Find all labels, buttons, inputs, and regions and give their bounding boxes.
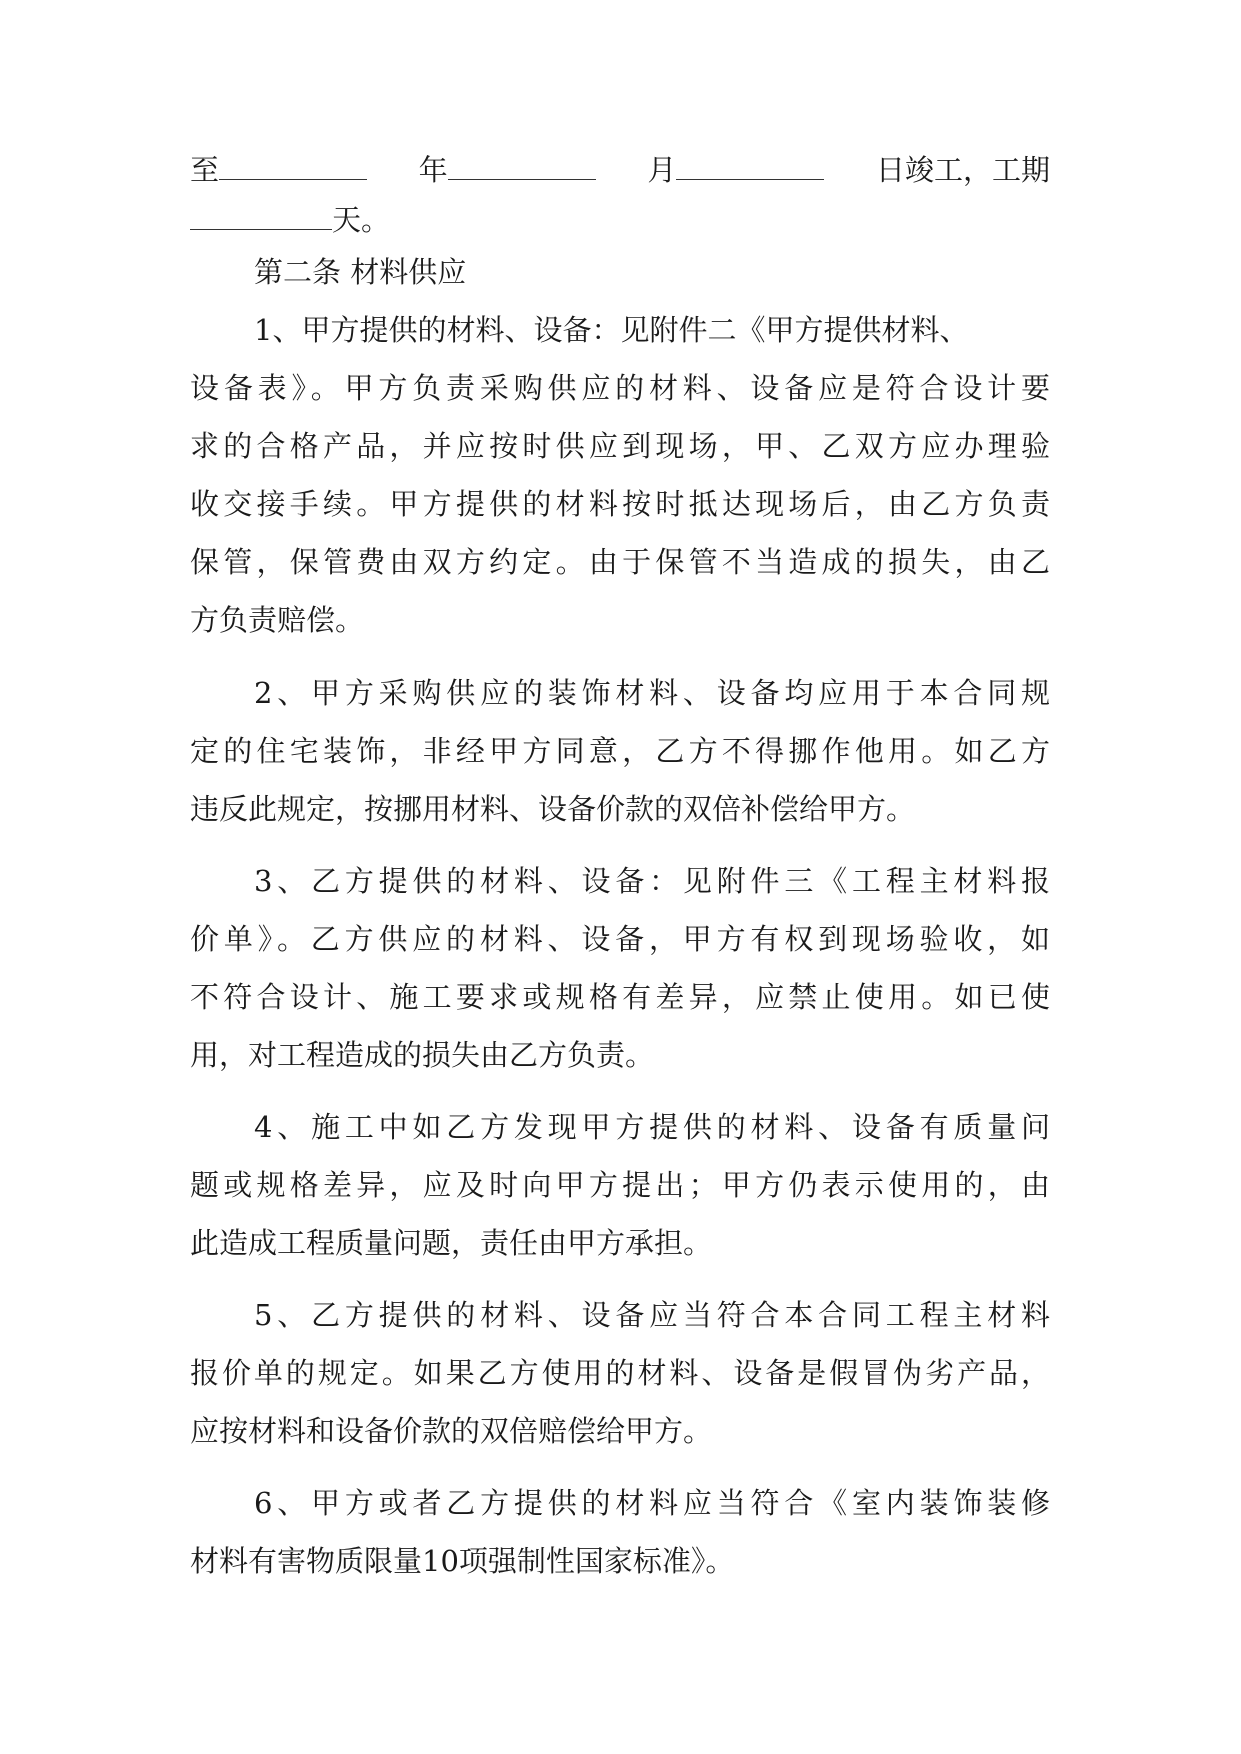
para5-line2: 报价单的规定。如果乙方使用的材料、设备是假冒伪劣产品， <box>190 1356 1050 1390</box>
month-blank <box>448 149 596 180</box>
para2-line3: 违反此规定，按挪用材料、设备价款的双倍补偿给甲方。 <box>190 792 916 826</box>
para6-line1: 6、甲方或者乙方提供的材料应当符合《室内装饰装修 <box>254 1486 1050 1520</box>
para3-line2: 价单》。乙方供应的材料、设备，甲方有权到现场验收，如 <box>190 922 1050 956</box>
para4-line3: 此造成工程质量问题，责任由甲方承担。 <box>190 1226 713 1260</box>
para3-line4: 用，对工程造成的损失由乙方负责。 <box>190 1038 655 1072</box>
start-year-blank <box>219 149 367 180</box>
to-label: 至 <box>190 153 220 187</box>
year-label: 年 <box>418 153 448 187</box>
para5-line3: 应按材料和设备价款的双倍赔偿给甲方。 <box>190 1414 713 1448</box>
completion-label: 日竣工，工期 <box>876 153 1050 187</box>
para4-line2: 题或规格差异，应及时向甲方提出；甲方仍表示使用的，由 <box>190 1168 1050 1202</box>
para3-line3: 不符合设计、施工要求或规格有差异，应禁止使用。如已使 <box>190 980 1050 1014</box>
para1-line3: 求的合格产品，并应按时供应到现场，甲、乙双方应办理验 <box>190 429 1050 463</box>
duration-days-blank <box>190 199 332 230</box>
section-title: 第二条 材料供应 <box>254 255 467 289</box>
para2-line1: 2、甲方采购供应的装饰材料、设备均应用于本合同规 <box>254 676 1050 710</box>
para1-line4: 收交接手续。甲方提供的材料按时抵达现场后，由乙方负责 <box>190 487 1050 521</box>
para4-line1: 4、施工中如乙方发现甲方提供的材料、设备有质量问 <box>254 1110 1050 1144</box>
para2-line2: 定的住宅装饰，非经甲方同意，乙方不得挪作他用。如乙方 <box>190 734 1050 768</box>
para5-line1: 5、乙方提供的材料、设备应当符合本合同工程主材料 <box>254 1298 1050 1332</box>
para1-line6: 方负责赔偿。 <box>190 603 365 637</box>
days-label: 天。 <box>332 203 391 237</box>
para1-line1: 1、甲方提供的材料、设备：见附件二《甲方提供材料、 <box>254 313 969 347</box>
para3-line1: 3、乙方提供的材料、设备：见附件三《工程主材料报 <box>254 864 1050 898</box>
completion-date-line <box>190 147 1050 193</box>
duration-line <box>190 197 1050 243</box>
para6-line2: 材料有害物质限量10项强制性国家标准》。 <box>190 1544 735 1578</box>
para1-line5: 保管，保管费由双方约定。由于保管不当造成的损失，由乙 <box>190 545 1050 579</box>
day-blank <box>676 149 824 180</box>
month-label: 月 <box>647 153 677 187</box>
para1-line2: 设备表》。甲方负责采购供应的材料、设备应是符合设计要 <box>190 371 1050 405</box>
